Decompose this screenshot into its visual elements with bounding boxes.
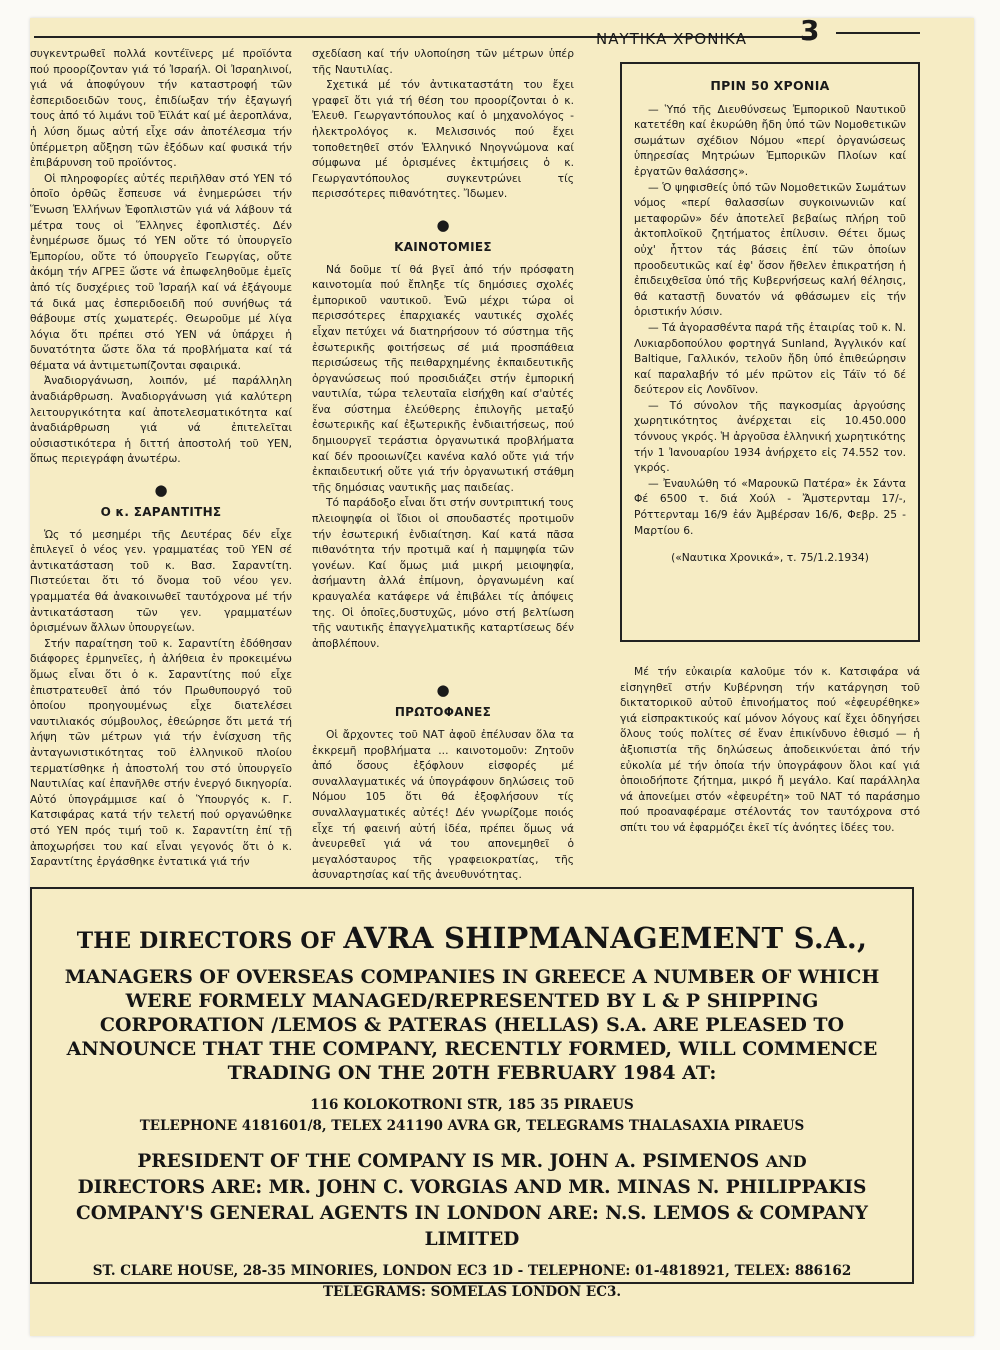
column-3-continuation xyxy=(620,664,920,836)
sidebar-box-50-years-ago xyxy=(620,62,920,642)
ad-address: 116 KOLOKOTRONI STR, 185 35 PIRAEUS xyxy=(310,1097,634,1113)
ad-agents: COMPANY'S GENERAL AGENTS IN LONDON ARE: N.S. LEMOS & COMPANY LIMITED xyxy=(75,1203,869,1250)
article-paragraph: Ἀναδιοργάνωση, λοιπόν, μέ παράλληλη ἀναδιάρθρωση. Ἀναδιοργάνωση γιά καλύτερη λειτουργικότητα καί ἀποτελεσματικότητα καί ἀναδιάρθρωση γιά νά ἐπιτελεῖται οὐσιαστικότερα ἡ διττή ἀποστολή τοῦ ΥΕΝ, ὅπως περιεγράφη ἀνωτέρω. xyxy=(30,374,292,466)
header-rule-right xyxy=(836,32,920,34)
ad-directors-line xyxy=(32,1175,912,1201)
sidebar-paragraph: — Ὑπό τῆς Διευθύνσεως Ἐμπορικοῦ Ναυτικοῦ κατετέθη καί ἐκυρώθη ἤδη ὑπό τῶν Νομοθετικῶν σωμάτων σχέδιον Νόμου «περί ὀργανώσεως ὑπηρεσίας Μητρώων Ἐμπορικῶν Πλοίων καί ἐργατῶν θαλάσσης». xyxy=(634,102,906,178)
ad-president-line xyxy=(32,1149,912,1175)
section-bullet: ● xyxy=(436,681,450,700)
ad-president: MR. JOHN A. PSIMENOS xyxy=(500,1151,760,1172)
article-paragraph: Οἱ πληροφορίες αὐτές περιῆλθαν στό ΥΕΝ τό ὁποῖο ὀρθῶς ἔσπευσε νά ἐνημερώσει τήν Ἕνωση Ἑλλήνων Ἐφοπλιστῶν γιά νά λάβουν τά μέτρα τους οἱ Ἕλληνες ἐφοπλιστές. Δέν ἐνημέρωσε ὅμως τό ΥΕΝ οὔτε τό ὑπουργεῖο Ἐμπορίου, οὔτε τό ὑπουργεῖο Γεωργίας, οὔτε ἀκόμη τήν ΑΓΡΕΞ ὥστε νά ἐπωφεληθοῦμε ἐμεῖς ἀπό τίς δυσχέριες τοῦ Ἰσραήλ καί νά ἐξάγουμε τά δικά μας ἐσπεριδοειδῆ πού συνήθως τά θάβουμε στίς χωματερές. Θεωροῦμε μέ λίγα λόγια ὅτι πρέπει στό ΥΕΝ νά ὑπάρχει ἡ δυνατότητα ὥστε ὅλα τά προβλήματα καί τά θέματα νά ἀντιμετωπίζονται σφαιρικά. xyxy=(30,171,292,372)
advertisement-avra-shipmanagement xyxy=(30,887,914,1300)
ad-and-word: AND xyxy=(765,1152,807,1171)
ad-president-prefix: PRESIDENT OF THE COMPANY IS xyxy=(137,1151,495,1172)
article-paragraph: Μέ τήν εὐκαιρία καλοῦμε τόν κ. Κατσιφάρα νά εἰσηγηθεῖ στήν Κυβέρνηση τήν κατάργηση τοῦ δικτατορικοῦ αὐτοῦ ἐπινοήματος πού «ἐφευρέθηκε» γιά εἰσπρακτικούς καί μόνον λόγους καί ἔχει ὁδηγήσει ὅλους τούς πολίτες σέ ἕναν ἐπικίνδυνο ἐθισμό — ἡ ἀξιοπιστία τῆς δηλώσεως ἀποδεικνύεται ἀπό τήν εὐκολία μέ τήν ὁποία τήν ὑπογράφουν ὅλοι καί γιά ὁποιοδήποτε ζήτημα, μικρό ἤ μεγάλο. Καί παράλληλα νά ἀπονείμει στόν «ἐφευρέτη» τοῦ ΝΑΤ τό παράσημο πού προαναφέραμε στέλοντάς τον ταυτόχρονα στό σπίτι του νά ἐφαρμόζει ἐκεῖ τίς ἀνόητες ἰδέες του. xyxy=(620,665,920,834)
sidebar-source: («Ναυτικα Χρονικά», τ. 75/1.2.1934) xyxy=(671,551,869,565)
ad-london-block xyxy=(32,1261,912,1303)
sidebar-paragraph: — Τά ἀγορασθέντα παρά τῆς ἑταιρίας τοῦ κ. Ν. Λυκιαρδοπούλου φορτηγά Sunland, Ἀγγλικόν καί Baltique, Γαλλικόν, τελοῦν ἤδη ὑπό ἐπιθεώρησιν καί παραλαβήν τό μέν πρῶτον εἰς Τάϊν τό δέ δεύτερον εἰς Λονδῖνον. xyxy=(634,320,906,397)
article-paragraph: Νά δοῦμε τί θά βγεῖ ἀπό τήν πρόσφατη καινοτομία πού ἔπληξε τίς δημόσιες σχολές ἐμπορικοῦ ναυτικοῦ. Ἐνῶ μέχρι τώρα οἱ περισσότερες ἐπαρχιακές ναυτικές σχολές εἶχαν πετύχει νά διατηρήσουν τό σύστημα τῆς ἐσωτερικῆς φοιτήσεως σέ μιά προσπάθεια περισώσεως τῆς πειθαρχημένης ἐκπαιδευτικῆς ὀργανώσεως πού προσιδιάζει στήν ἐμπορική ναυτιλία, τώρα τελευταῖα εἰσήχθη καί σ'αὐτές ἕνα σύστημα ἐλεύθερης ἐπιλογῆς μεταξύ ἐσωτερικῆς καί ἐξωτερικῆς ἐνδιαιτήσεως, πού δημιουργεῖ τεράστια ὀργανωτικά προβλήματα καί δέν προοιωνίζει κανένα καλό οὔτε γιά τήν ἐκπαιδευτική οὔτε γιά τήν ὀργανωτική στάθμη τῆς δημόσιας ναυτικῆς μας παιδείας. xyxy=(312,262,574,494)
ad-address-block xyxy=(32,1095,912,1137)
article-paragraph: σχεδίαση καί τήν υλοποίηση τῶν μέτρων ὑπέρ τῆς Ναυτιλίας. xyxy=(312,47,574,76)
column-2 xyxy=(312,46,574,883)
ad-directors-prefix: DIRECTORS ARE: xyxy=(77,1177,263,1198)
sidebar-paragraph: — Ὁ ψηφισθείς ὑπό τῶν Νομοθετικῶν Σωμάτων νόμος «περί θαλασσίων συγκοινωνιῶν καί μεταφορῶν» δέν ἀποτελεῖ βεβαίως πλήρη τοῦ ἀκτοπλοϊκοῦ ζητήματος ἐπίλυσιν. Θέτει ὅμως οὐχ' ἧττον τάς βάσεις ἐπί τῶν ὁποίων προοδευτικῶς καί ἐφ' ὅσον ἤθελεν ἐπικρατήση ἡ ἐπιδειχθεῖσα ὑπό τῆς Κυβερνήσεως καλή θέλησις, θά καταστῇ δυνατόν νά φθάσωμεν εἰς τήν ὁριστικήν λύσιν. xyxy=(634,180,906,319)
article-paragraph: Σχετικά μέ τόν ἀντικαταστάτη του ἔχει γραφεῖ ὅτι γιά τή θέση του προορίζονται ὁ κ. Ἐλευθ. Γεωργαντόπουλος καί ὁ μηχανολόγος - ἠλεκτρολόγος κ. Μελισσινός πού ἔχει τοποθετηθεῖ στόν Ἑλληνικό Νηογνώμονα καί σύμφωνα μέ ὁρισμένες ἐκτιμήσεις ὁ κ. Γεωργαντόπουλος συγκεντρώνει τίς περισσότερες πιθανότητες. Ἴδωμεν. xyxy=(312,78,574,201)
section-title-protofanes: ΠΡΩΤΟΦΑΝΕΣ xyxy=(394,705,492,720)
article-paragraph: Στήν παραίτηση τοῦ κ. Σαραντίτη ἐδόθησαν διάφορες ἑρμηνεῖες, ἡ ἀλήθεια ἐν προκειμένω ὅμως εἶναι ὅτι ὁ κ. Σαραντίτης πού εἶχε ἐπιστρατευθεῖ ἀπό τόν Πρωθυπουργό τοῦ ὁποίου προηγουμένως εἶχε διατελέσει ναυτιλιακός σύμβουλος, ἐθεώρησε ὅτι μετά τή λήψη τῶν μέτρων γιά τήν ἐνίσχυση τῆς ἀνταγωνιστικότητας τοῦ ἑλληνικοῦ πλοίου τερματίσθηκε ἡ ἀποστολή του στό ὑπουργεῖο Ναυτιλίας καί ἐπανῆλθε στήν ἐνεργό δικηγορία. Αὐτό ὑπογράμμισε καί ὁ Ὑπουργός κ. Γ. Κατσιφάρας κατά τήν τελετή πού οργανώθηκε στό ΥΕΝ πρός τιμή τοῦ κ. Σαραντίτη ἐπί τῇ ἀποχωρήσει του καί εἶναι γεγονός ὅτι ὁ κ. Σαραντίτης ἐργάσθηκε ἐντατικά γιά τήν xyxy=(30,636,292,869)
article-paragraph: συγκεντρωθεῖ πολλά κοντέϊνερς μέ προϊόντα πού προορίζονταν γιά τό Ἰσραήλ. Οἱ Ἰσραηλινοί, γιά νά ἀποφύγουν τήν καταστροφή τῶν ἐσπεριδοειδῶν τους, ἐπιδίωξαν τήν ἐξαγωγή τους ἀπό τό λιμάνι τοῦ Ἐϊλάτ καί μέ ἀεροπλάνα, ἡ λύση ὅμως αὐτή εἶχε σάν ἀποτέλεσμα τήν ὑπέρμετρη αὔξηση τῶν ἐξόδων καί φυσικά τήν ἐπιβάρυνση τοῦ προϊόντος. xyxy=(30,47,292,170)
publication-title: ΝΑΥΤΙΚΑ ΧΡΟΝΙΚΑ xyxy=(596,30,747,48)
article-paragraph: Τό παράδοξο εἶναι ὅτι στήν συντριπτική τους πλειοψηφία οἱ ἴδιοι οἱ σπουδαστές προτιμοῦν τήν ἐσωτερική ἐνδιαίτηση. Καί κατά πᾶσα πιθανότητα τήν προτιμᾶ καί ἡ παμψηφία τῶν γονέων. Καί ὅμως μιά μικρή μειοψηφία, ἀσήμαντη ἀλλά ἐπίμονη, ὀργανωμένη καί κραυγαλέα κατάφερε νά ἐπιβάλει τίς ἀπόψεις της. Οἱ ὁποῖες,δυστυχῶς, μόνο στή βελτίωση τῆς ναυτικῆς ἐπαγγελματικῆς καταρτίσεως δέν ἀποβλέπουν. xyxy=(312,496,574,650)
ad-company-name: AVRA SHIPMANAGEMENT S.A., xyxy=(343,921,868,955)
ad-telegrams: TELEGRAMS: SOMELAS LONDON EC3. xyxy=(322,1284,622,1300)
sidebar-paragraph: — Τό σύνολον τῆς παγκοσμίας ἀργούσης χωρητικότητος ἀνέρχεται εἰς 10.450.000 τόννους γκρός. Ἡ ἀργοῦσα ἑλληνική χωρητικότης τήν 1 Ἰανουαρίου 1934 ἀνήρχετο εἰς 74.552 τον. γκρός. xyxy=(634,398,906,475)
ad-headline xyxy=(32,921,912,955)
ad-directors: MR. JOHN C. VORGIAS AND MR. MINAS N. PHILIPPAKIS xyxy=(268,1177,867,1198)
page-number: 3 xyxy=(800,14,820,47)
sidebar-title: ΠΡΙΝ 50 ΧΡΟΝΙΑ xyxy=(710,78,830,93)
section-title-sarantitis: Ο κ. ΣΑΡΑΝΤΙΤΗΣ xyxy=(100,505,222,520)
section-bullet: ● xyxy=(436,215,450,234)
ad-headline-prefix: THE DIRECTORS OF xyxy=(76,928,336,954)
column-1 xyxy=(30,46,292,870)
article-paragraph: Ὡς τό μεσημέρι τῆς Δευτέρας δέν εἶχε ἐπιλεγεῖ ὁ νέος γεν. γραμματέας τοῦ ΥΕΝ σέ ἀντικατάσταση τοῦ κ. Βασ. Σαραντίτη. Πιστεύεται ὅτι τό ὄνομα τοῦ νέου γεν. γραμματέα θά ἀνακοινωθεῖ ταυτόχρονα μέ τήν ἀντικατάσταση τῶν γεν. γραμματέων ὁρισμένων ἄλλων ὑπουργείων. xyxy=(30,527,292,635)
ad-body: MANAGERS OF OVERSEAS COMPANIES IN GREECE A NUMBER OF WHICH WERE FORMELY MANAGED/REPRESENTED BY L & P SHIPPING CORPORATION /LEMOS & PATERAS (HELLAS) S.A. ARE PLEASED TO ANNOUNCE THAT THE COMPANY, RECENTLY FORMED, WILL COMMENCE TRADING ON THE 20TH FEBRUARY 1984 AT: xyxy=(64,966,880,1084)
section-bullet: ● xyxy=(154,481,168,500)
ad-officers xyxy=(32,1149,912,1253)
ad-contacts: TELEPHONE 4181601/8, TELEX 241190 AVRA GR, TELEGRAMS THALASAXIA PIRAEUS xyxy=(139,1118,805,1134)
section-title-kainotomies: ΚΑΙΝΟΤΟΜΙΕΣ xyxy=(394,239,492,254)
article-paragraph: Οἱ ἄρχοντες τοῦ ΝΑΤ ἀφοῦ ἐπέλυσαν ὅλα τα ἐκκρεμῆ προβλήματα ... καινοτομοῦν: Ζητοῦν ἀπό ὅσους ἐξόφλουν εἰσφορές μέ συναλλαγματικές νά ὑπογράφουν δηλώσεις τοῦ Νόμου 105 ὅτι θά ἐξοφλήσουν τίς συναλλαγματικές αὐτές! Δέν γνωρίζομε ποιός εἶχε τή φαεινή αὐτή ἰδέα, πρέπει ὅμως νά ἀνευρεθεῖ γιά νά του απονεμηθεῖ ὁ μεγαλόσταυρος τῆς γραφειοκρατίας, τῆς ἀσυναρτησίας καί τῆς ἀνευθυνότητας. xyxy=(312,727,574,882)
sidebar-paragraph: — Ἐναυλώθη τό «Μαρουκῶ Πατέρα» ἐκ Σάντα Φέ 6500 τ. διά Χούλ - Ἄμστερνταμ 17/-, Ρόττερνταμ 16/9 ἐάν Ἀμβέρσαν 16/6, Φεβρ. 25 - Μαρτίου 6. xyxy=(634,476,906,537)
ad-london-address: ST. CLARE HOUSE, 28-35 MINORIES, LONDON EC3 1D - TELEPHONE: 01-4818921, TELEX: 886162 xyxy=(92,1263,852,1279)
